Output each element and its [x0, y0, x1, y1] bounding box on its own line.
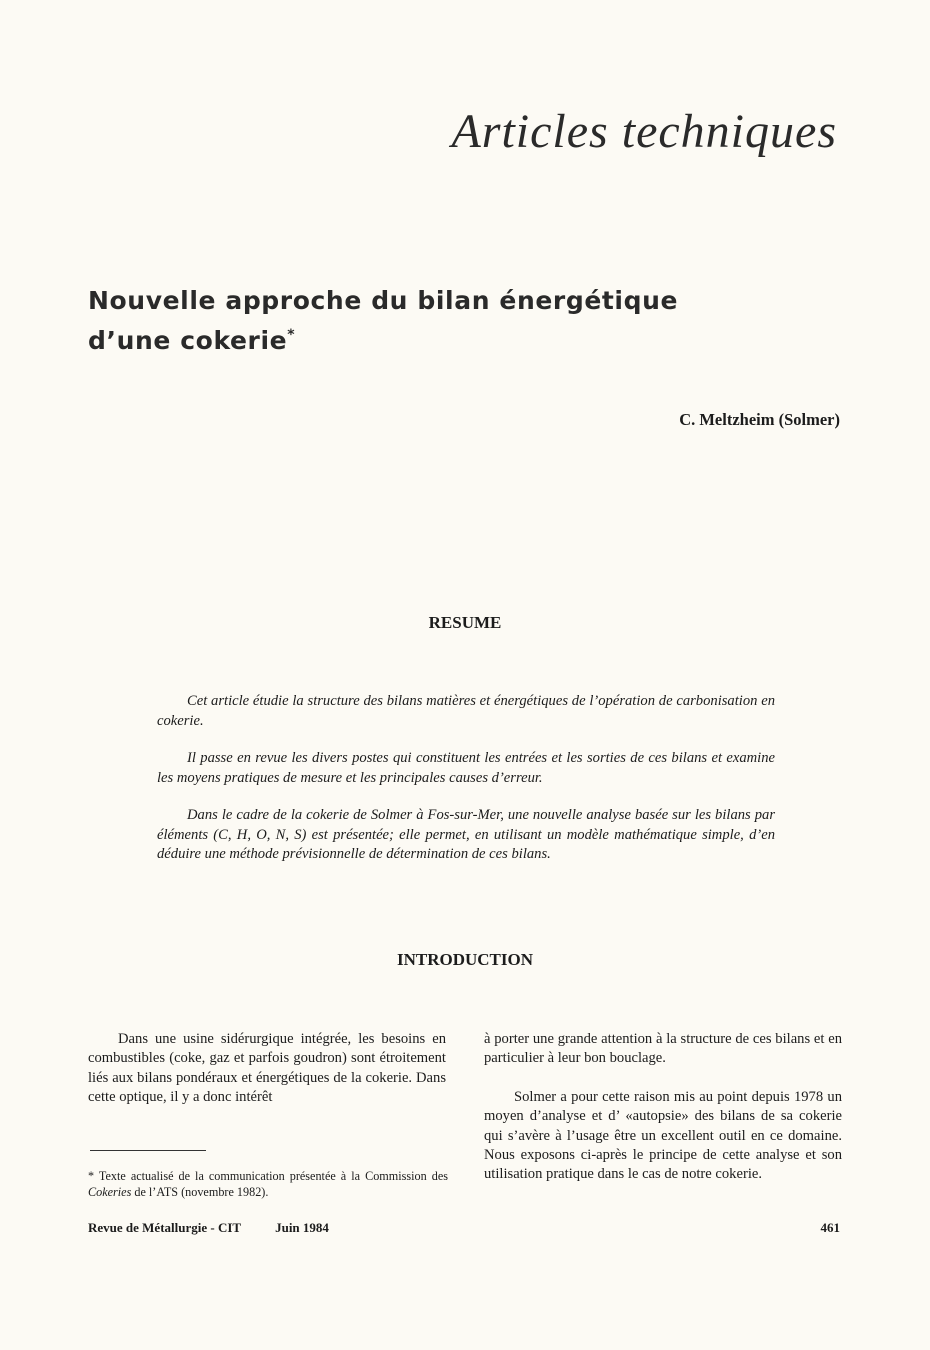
body-paragraph: Solmer a pour cette raison mis au point depuis 1978 un moyen d’analyse et d’ «autopsie» des bilans de sa cokerie qui s’avère à l’usage être un excellent outil en ce domaine. Nous exposons ci-après le principe de cette analyse et son utilisation pratique dans le cas de notre cokerie.	[484, 1088, 842, 1183]
introduction-heading: INTRODUCTION	[396, 950, 534, 969]
footnote-italic: Cokeries	[88, 1185, 132, 1199]
abstract-paragraph: Cet article étudie la structure des bilans matières et énergétiques de l’opération de carbonisation en cokerie.	[157, 693, 775, 729]
body-column-left	[88, 1030, 446, 1108]
abstract-heading: RESUME	[428, 613, 502, 632]
footnote-marker: *	[287, 327, 296, 343]
footnote-divider	[90, 1150, 206, 1151]
article-title	[88, 283, 808, 358]
body-column-right	[484, 1030, 842, 1185]
title-line-2: d’une cokerie	[88, 326, 288, 355]
body-paragraph: Dans une usine sidérurgique intégrée, les besoins en combustibles (coke, gaz et parfois goudron) sont étroitement liés aux bilans pondéraux et énergétiques de la cokerie. Dans cette optique, il y a donc intérêt	[88, 1031, 446, 1106]
footnote-text: * Texte actualisé de la communication présentée à la Commission des	[88, 1169, 448, 1183]
page-number: 461	[820, 1220, 840, 1235]
footnote-text-end: de l’ATS (novembre 1982).	[131, 1185, 269, 1199]
abstract-paragraph: Il passe en revue les divers postes qui constituent les entrées et les sorties de ces bilans et examine les moyens pratiques de mesure et les principales causes d’erreur.	[157, 750, 775, 786]
footnote	[88, 1168, 448, 1200]
running-footer	[88, 1220, 329, 1236]
body-paragraph: à porter une grande attention à la structure de ces bilans et en particulier à leur bon bouclage.	[484, 1031, 842, 1067]
journal-name: Revue de Métallurgie - CIT	[88, 1220, 242, 1235]
title-line-1: Nouvelle approche du bilan énergétique	[88, 286, 679, 315]
author-line: C. Meltzheim (Solmer)	[679, 410, 840, 429]
section-header: Articles techniques	[451, 105, 837, 158]
abstract-paragraph: Dans le cadre de la cokerie de Solmer à Fos-sur-Mer, une nouvelle analyse basée sur les bilans par éléments (C, H, O, N, S) est présentée; elle permet, en utilisant un modèle mathématique simple, d’en déduire une méthode prévisionnelle de détermination de ces bilans.	[157, 807, 775, 862]
abstract-body	[157, 692, 775, 883]
issue-date: Juin 1984	[275, 1220, 329, 1235]
